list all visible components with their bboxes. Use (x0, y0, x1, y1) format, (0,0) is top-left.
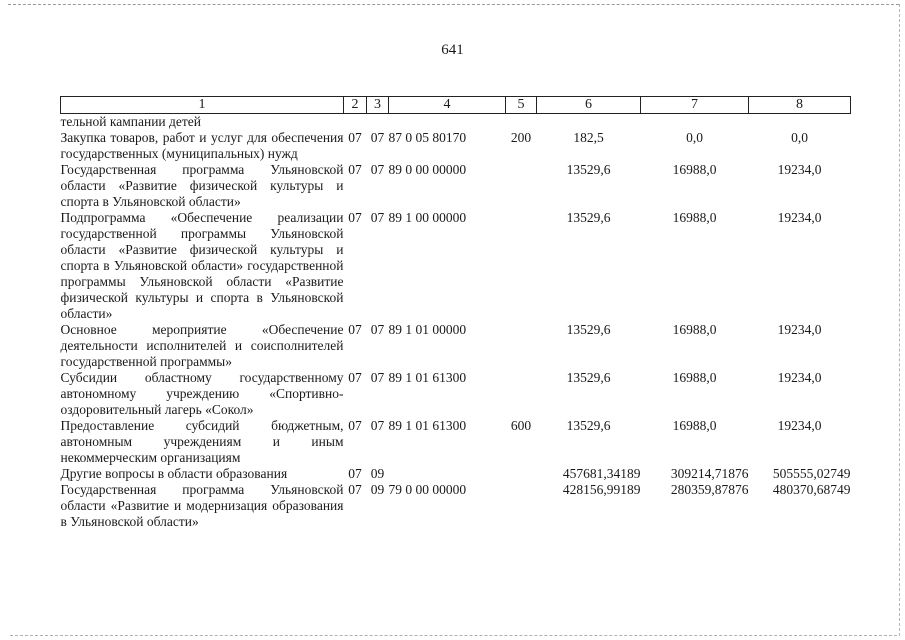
table-row (61, 418, 851, 466)
row-name: Государственная программа Ульяновской области «Развитие физической культуры и спорта в Ульяновской области» (60, 162, 344, 209)
amount-year-2: 309214,71876 (670, 466, 749, 481)
target-code (389, 114, 506, 131)
table-row (61, 370, 851, 418)
amount-year-3: 19234,0 (777, 418, 822, 433)
amount-year-1 (537, 114, 641, 131)
row-name: Основное мероприятие «Обеспечение деятельности исполнителей и соисполнителей государственной программы» (60, 322, 344, 369)
amount-year-3: 480370,68749 (772, 482, 851, 497)
table-row (61, 114, 851, 131)
col-header-7: 7 (641, 97, 749, 114)
col-header-5: 5 (506, 97, 537, 114)
row-name: Субсидии областному государственному автономному учреждению «Спортивно-оздоровительный лагерь «Сокол» (60, 370, 344, 417)
subsection-code: 07 (370, 130, 385, 145)
amount-year-2 (641, 114, 749, 131)
amount-year-1: 428156,99189 (562, 482, 641, 497)
target-code: 89 1 01 00000 (388, 322, 467, 337)
col-header-6: 6 (537, 97, 641, 114)
amount-year-3: 19234,0 (777, 370, 822, 385)
section-code (344, 114, 367, 131)
target-code: 87 0 05 80170 (388, 130, 467, 145)
table-row (61, 482, 851, 530)
row-name: Государственная программа Ульяновской области «Развитие и модернизация образования в Ульяновской области» (60, 482, 344, 529)
amount-year-3: 0,0 (791, 130, 808, 145)
expense-type-code: 200 (510, 130, 532, 145)
amount-year-2: 16988,0 (672, 418, 717, 433)
expense-type-code (506, 114, 537, 131)
subsection-code: 09 (370, 466, 385, 481)
budget-table (60, 96, 851, 530)
subsection-code: 07 (370, 418, 385, 433)
table-row (61, 130, 851, 162)
amount-year-3: 19234,0 (777, 210, 822, 225)
amount-year-2: 16988,0 (672, 210, 717, 225)
amount-year-1: 13529,6 (566, 210, 611, 225)
amount-year-2: 280359,87876 (670, 482, 749, 497)
subsection-code: 07 (370, 322, 385, 337)
amount-year-2: 16988,0 (672, 322, 717, 337)
amount-year-3: 19234,0 (777, 322, 822, 337)
table-row (61, 466, 851, 482)
col-header-8: 8 (749, 97, 851, 114)
scan-border-right (899, 4, 900, 636)
section-code: 07 (348, 322, 362, 337)
subsection-code: 07 (370, 162, 385, 177)
amount-year-1: 13529,6 (566, 322, 611, 337)
expense-type-code (506, 210, 537, 322)
target-code: 89 1 00 00000 (388, 210, 467, 225)
col-header-3: 3 (367, 97, 389, 114)
scan-border-top (8, 4, 899, 5)
subsection-code: 07 (370, 370, 385, 385)
subsection-code (367, 114, 389, 131)
table-row (61, 322, 851, 370)
table-row (61, 210, 851, 322)
amount-year-3: 19234,0 (777, 162, 822, 177)
expense-type-code (506, 322, 537, 370)
expense-type-code (506, 370, 537, 418)
amount-year-3: 505555,02749 (772, 466, 851, 481)
scan-border-bottom (10, 635, 897, 636)
target-code: 79 0 00 00000 (388, 482, 467, 497)
target-code (389, 466, 506, 482)
col-header-1: 1 (61, 97, 344, 114)
section-code: 07 (348, 162, 362, 177)
amount-year-1: 457681,34189 (562, 466, 641, 481)
section-code: 07 (348, 210, 362, 225)
row-name: тельной кампании детей (60, 114, 201, 129)
section-code: 07 (348, 482, 362, 497)
target-code: 89 1 01 61300 (388, 418, 467, 433)
amount-year-2: 0,0 (686, 130, 703, 145)
target-code: 89 0 00 00000 (388, 162, 467, 177)
section-code: 07 (348, 130, 362, 145)
table-row (61, 162, 851, 210)
amount-year-1: 13529,6 (566, 418, 611, 433)
amount-year-1: 13529,6 (566, 370, 611, 385)
target-code: 89 1 01 61300 (388, 370, 467, 385)
expense-type-code (506, 162, 537, 210)
amount-year-3 (749, 114, 851, 131)
section-code: 07 (348, 466, 362, 481)
amount-year-2: 16988,0 (672, 162, 717, 177)
row-name: Подпрограмма «Обеспечение реализации государственной программы Ульяновской области «Развитие физической культуры и спорта в Ульяновской области» государственной программы Ульяновской области «Развитие физической культуры и спорта в Ульяновской области» (60, 210, 344, 321)
row-name: Закупка товаров, работ и услуг для обеспечения государственных (муниципальных) нужд (60, 130, 344, 161)
subsection-code: 07 (370, 210, 385, 225)
expense-type-code (506, 466, 537, 482)
col-header-4: 4 (389, 97, 506, 114)
expense-type-code (506, 482, 537, 530)
subsection-code: 09 (370, 482, 385, 497)
row-name: Предоставление субсидий бюджетным, автономным учреждениям и иным некоммерческим организациям (60, 418, 344, 465)
section-code: 07 (348, 370, 362, 385)
section-code: 07 (348, 418, 362, 433)
amount-year-1: 13529,6 (566, 162, 611, 177)
amount-year-1: 182,5 (573, 130, 604, 145)
expense-type-code: 600 (510, 418, 532, 433)
header-row (61, 97, 851, 114)
page-number: 641 (441, 42, 464, 58)
amount-year-2: 16988,0 (672, 370, 717, 385)
col-header-2: 2 (344, 97, 367, 114)
row-name: Другие вопросы в области образования (60, 466, 288, 481)
